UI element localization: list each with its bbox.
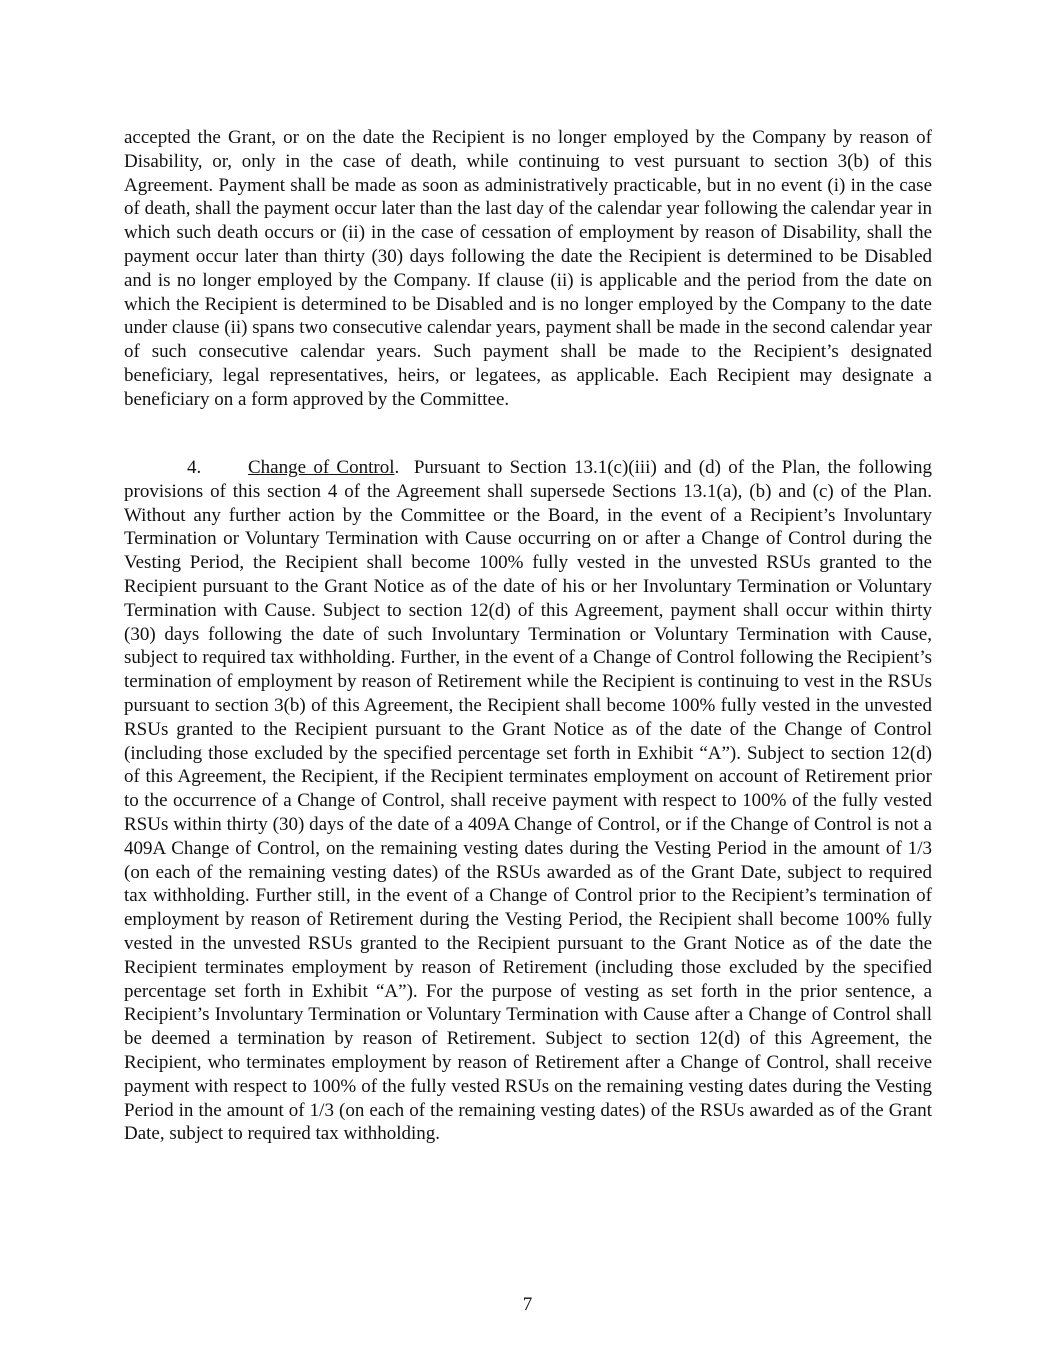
- page-number: 7: [522, 1294, 533, 1315]
- paragraph-section-4: [124, 456, 932, 1146]
- section-heading-punctuation: .: [394, 457, 400, 478]
- section-body: Pursuant to Section 13.1(c)(iii) and (d) of the Plan, the following provisions of this section 4 of the Agreement shall supersede Sections 13.1(a), (b) and (c) of the Plan. Without any further action by the Committee or the Board, in the event of a Recipient’s Involuntary Termination or Voluntary Termination with Cause occurring on or after a Change of Control during the Vesting Period, the Recipient shall become 100% fully vested in the unvested RSUs granted to the Recipient pursuant to the Grant Notice as of the date of his or her Involuntary Termination or Voluntary Termination with Cause. Subject to section 12(d) of this Agreement, payment shall occur within thirty (30) days following the date of such Involuntary Termination or Voluntary Termination with Cause, subject to required tax withholding. Further, in the event of a Change of Control following the Recipient’s termination of employment by reason of Retirement while the Recipient is continuing to vest in the RSUs pursuant to section 3(b) of this Agreement, the Recipient shall become 100% fully vested in the unvested RSUs granted to the Recipient pursuant to the Grant Notice as of the date of the Change of Control (including those excluded by the specified percentage set forth in Exhibit “A”). Subject to section 12(d) of this Agreement, the Recipient, if the Recipient terminates employment on account of Retirement prior to the occurrence of a Change of Control, shall receive payment with respect to 100% of the fully vested RSUs within thirty (30) days of the date of a 409A Change of Control, or if the Change of Control is not a 409A Change of Control, on the remaining vesting dates during the Vesting Period in the amount of 1/3 (on each of the remaining vesting dates) of the RSUs awarded as of the Grant Date, subject to required tax withholding. Further still, in the event of a Change of Control prior to the Recipient’s termination of employment by reason of Retirement during the Vesting Period, the Recipient shall become 100% fully vested in the unvested RSUs granted to the Recipient pursuant to the Grant Notice as of the date the Recipient terminates employment by reason of Retirement (including those excluded by the specified percentage set forth in Exhibit “A”). For the purpose of vesting as set forth in the prior sentence, a Recipient’s Involuntary Termination or Voluntary Termination with Cause after a Change of Control shall be deemed a termination by reason of Retirement. Subject to section 12(d) of this Agreement, the Recipient, who terminates employment by reason of Retirement after a Change of Control, shall receive payment with respect to 100% of the fully vested RSUs on the remaining vesting dates during the Vesting Period in the amount of 1/3 (on each of the remaining vesting dates) of the RSUs awarded as of the Grant Date, subject to required tax withholding.: [124, 457, 933, 1145]
- section-number: 4.: [187, 457, 202, 478]
- paragraph-continued: accepted the Grant, or on the date the Recipient is no longer employed by the Company by reason of Disability, or, only in the case of death, while continuing to vest pursuant to section 3(b) of this Agreement. Payment shall be made as soon as administratively practicable, but in no event (i) in the case of death, shall the payment occur later than the last day of the calendar year following the calendar year in which such death occurs or (ii) in the case of cessation of employment by reason of Disability, shall the payment occur later than thirty (30) days following the date the Recipient is determined to be Disabled and is no longer employed by the Company. If clause (ii) is applicable and the period from the date on which the Recipient is determined to be Disabled and is no longer employed by the Company to the date under clause (ii) spans two consecutive calendar years, payment shall be made in the second calendar year of such consecutive calendar years. Such payment shall be made to the Recipient’s designated beneficiary, legal representatives, heirs, or legatees, as applicable. Each Recipient may designate a beneficiary on a form approved by the Committee.: [124, 127, 932, 410]
- section-heading: Change of Control: [248, 457, 395, 478]
